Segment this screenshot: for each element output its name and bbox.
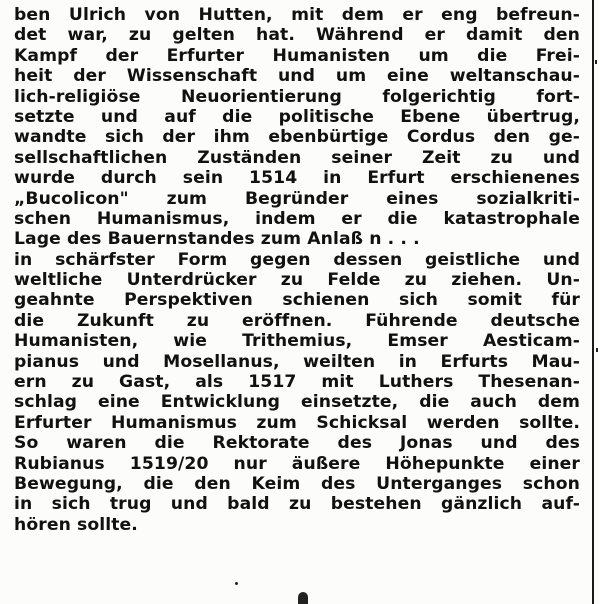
text-line-21: Erfurter Humanismus zum Schicksal werden sollte. [14,412,580,433]
text-line-25: in sich trug und bald zu bestehen gänzlich auf- [14,494,580,515]
text-line-11: schen Humanismus, indem er die katastrophale [14,208,580,229]
text-line-17: Humanisten, wie Trithemius, Emser Aesticam- [14,331,580,352]
text-line-2: det war, zu gelten hat. Während er damit den [14,25,580,46]
text-line-12: Lage des Bauernstandes zum Anlaß n . . . [14,229,420,250]
text-column [14,5,580,535]
text-line-13: in schärfster Form gegen dessen geistliche und [14,249,580,270]
text-line-1: ben Ulrich von Hutten, mit dem er eng befreun- [14,5,580,25]
text-line-10: „Bucolicon" zum Begründer eines sozialkriti- [14,188,580,209]
text-line-4: heit der Wissenschaft und um eine weltanschau- [14,66,580,87]
print-mark [298,592,308,604]
ink-speck [235,582,238,585]
text-line-14: weltliche Unterdrücker zu Felde zu ziehen. Un- [14,270,580,291]
column-divider-rule [592,0,594,604]
text-line-24: Bewegung, die den Keim des Unterganges schon [14,473,580,494]
text-line-19: ern zu Gast, als 1517 mit Luthers Thesenan- [14,372,580,393]
text-line-6: setzte und auf die politische Ebene übertrug, [14,106,580,127]
text-line-16: die Zukunft zu eröffnen. Führende deutsche [14,310,580,331]
text-line-26: hören sollte. [14,514,138,535]
text-line-15: geahnte Perspektiven schienen sich somit für [14,290,580,311]
text-line-9: wurde durch sein 1514 in Erfurt erschienenes [14,168,580,189]
ink-speck [596,348,598,352]
text-line-18: pianus und Mosellanus, weilten in Erfurts Mau- [14,351,580,372]
text-line-7: wandte sich der ihm ebenbürtige Cordus den ge- [14,127,580,148]
text-line-23: Rubianus 1519/20 nur äußere Höhepunkte einer [14,453,580,474]
text-line-3: Kampf der Erfurter Humanisten um die Frei- [14,45,580,66]
text-line-5: lich-religiöse Neuorientierung folgerichtig fort- [14,86,580,107]
text-line-8: sellschaftlichen Zuständen seiner Zeit zu und [14,147,580,168]
ink-speck [595,60,597,64]
text-line-22: So waren die Rektorate des Jonas und des [14,433,580,454]
text-line-20: schlag eine Entwicklung einsetzte, die auch dem [14,392,580,413]
